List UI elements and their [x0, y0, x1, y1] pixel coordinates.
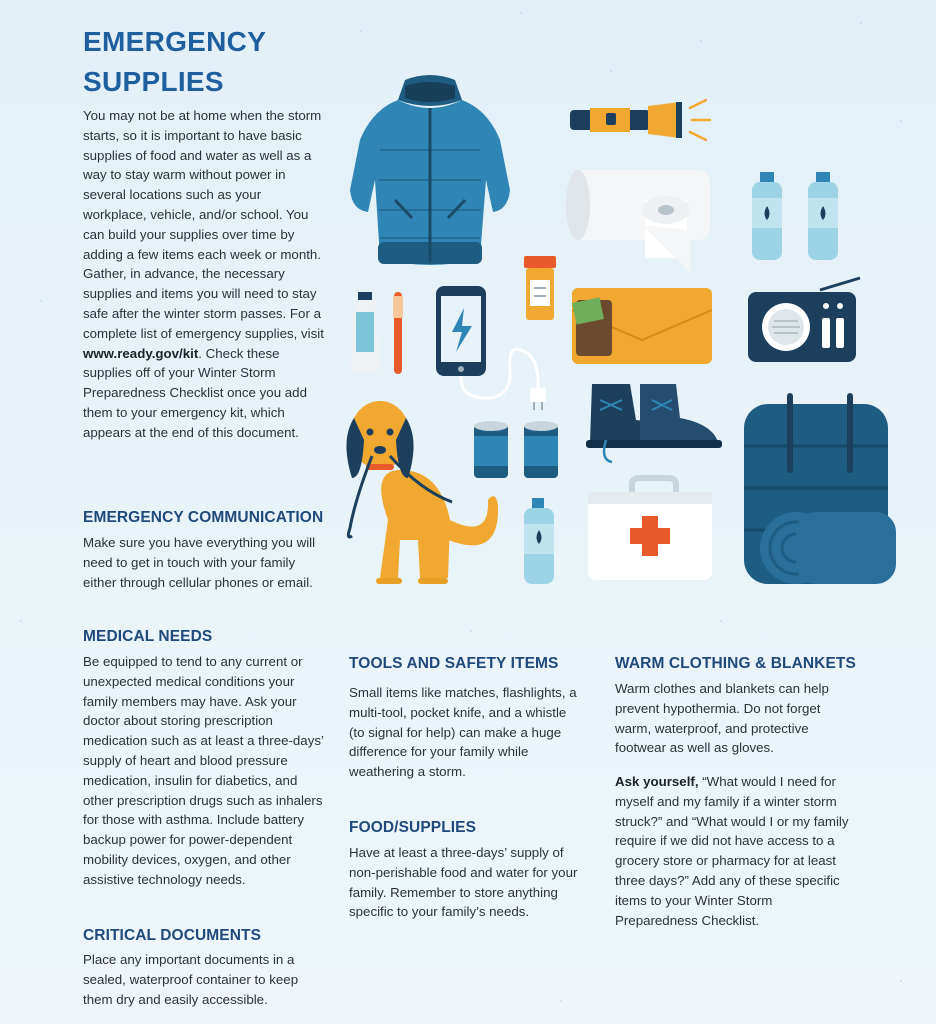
- water-bottle-icon: [752, 172, 838, 260]
- page-title-line1: EMERGENCY: [83, 26, 267, 57]
- clothing-heading: WARM CLOTHING & BLANKETS: [615, 655, 856, 672]
- phone-icon: [436, 286, 486, 376]
- food-heading: FOOD/SUPPLIES: [349, 819, 477, 836]
- paper-towel-icon: [566, 170, 710, 272]
- ask-yourself-text: “What would I need for myself and my family if a winter storm struck?” and “What would I or my family require if we did not have access to a grocery store or pharmacy for at least three days?” Add any of these specific items to your Winter Storm Preparedness Checklist.: [615, 774, 849, 928]
- page-title: [83, 22, 323, 102]
- toothpaste-icon: [350, 292, 380, 372]
- radio-icon: [748, 278, 860, 362]
- communication-body: Make sure you have everything you will need to get in touch with your family either through cellular phones or email.: [83, 535, 316, 590]
- pill-bottle-icon: [524, 256, 556, 320]
- ask-yourself-label: Ask yourself,: [615, 774, 699, 789]
- food-body: Have at least a three-days’ supply of non-perishable food and water for your family. Remember to store anything specific to your family’s needs.: [349, 845, 578, 920]
- documents-heading: CRITICAL DOCUMENTS: [83, 927, 262, 944]
- tools-heading: TOOLS AND SAFETY ITEMS: [349, 655, 559, 672]
- toothbrush-icon: [393, 292, 403, 374]
- ask-yourself-paragraph: [615, 772, 855, 930]
- ready-gov-link[interactable]: www.ready.gov/kit: [83, 345, 199, 361]
- page-title-line2: SUPPLIES: [83, 66, 224, 97]
- medical-heading: MEDICAL NEEDS: [83, 628, 213, 645]
- tools-body: Small items like matches, flashlights, a multi-tool, pocket knife, and a whistle (to signal for help) can make a huge difference for your family while weathering a storm.: [349, 685, 577, 780]
- medical-body: Be equipped to tend to any current or unexpected medical conditions your family members may have. Ask your doctor about storing prescription medication such as at least a three-days’ supply of heart and blood pressure medication, insulin for diabetics, and other prescription drugs such as inhalers for those with asthma. Include battery backup power for power-dependent mobility devices, oxygen, and other assistive technology needs.: [83, 654, 324, 887]
- jacket-icon: [350, 75, 510, 265]
- documents-body: Place any important documents in a sealed, waterproof container to keep them dry and easily accessible.: [83, 952, 299, 1007]
- small-water-bottle-icon: [524, 498, 554, 584]
- sleeping-bag-icon: [744, 396, 896, 584]
- first-aid-kit-icon: [588, 478, 712, 580]
- intro-text-end: . Check these supplies off of your Winter Storm Preparedness Checklist once you add them to your emergency kit, which appears at the end of this document.: [83, 345, 307, 440]
- wallet-icon: [572, 288, 712, 364]
- emergency-kit-illustration: [330, 60, 930, 600]
- intro-paragraph: [83, 106, 325, 443]
- clothing-body: Warm clothes and blankets can help prevent hypothermia. Do not forget warm, waterproof, and protective footwear as well as gloves.: [615, 681, 829, 756]
- communication-heading: EMERGENCY COMMUNICATION: [83, 509, 324, 526]
- intro-text: You may not be at home when the storm starts, so it is important to have basic supplies of food and water as well as a way to stay warm without power in several locations such as your workplace, vehicle, and/or school. You can build your supplies over time by adding a few items each week or month. Gather, in advance, the necessary supplies and items you will need to stay safe after the winter storm passes. For a complete list of emergency supplies, visit: [83, 108, 324, 341]
- can-icon: [474, 421, 558, 478]
- boots-icon: [586, 384, 722, 462]
- flashlight-icon: [570, 100, 710, 140]
